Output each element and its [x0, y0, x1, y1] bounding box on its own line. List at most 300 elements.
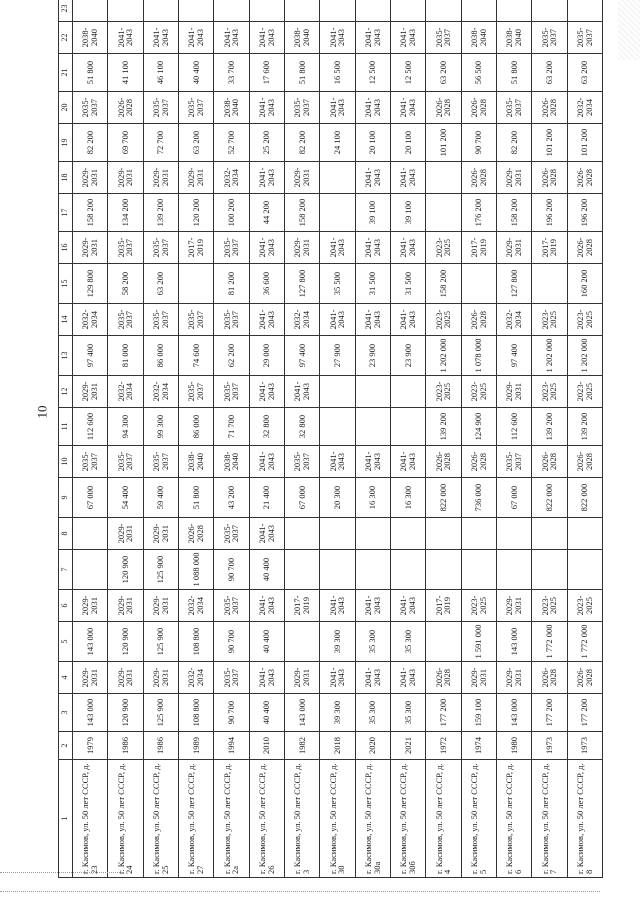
table-cell: 139 200	[532, 408, 567, 446]
table-cell: 2035-2037	[178, 376, 213, 408]
table-cell: 2029-2031	[496, 162, 531, 194]
address-cell: г. Касимов, ул. 50 лет СССР, д. 24	[108, 760, 143, 878]
table-cell: 196 200	[567, 194, 602, 232]
address-cell: г. Касимов, ул. 50 лет СССР, д. 4	[426, 760, 461, 878]
table-cell: 2026-2028	[532, 446, 567, 478]
table-cell: 63 200	[567, 54, 602, 92]
header-cell: 20	[59, 92, 73, 124]
table-cell: 2026-2028	[532, 662, 567, 694]
table-cell	[567, 550, 602, 590]
table-cell: 2029-2031	[108, 590, 143, 622]
header-cell: 17	[59, 194, 73, 232]
table-cell: 120 900	[108, 622, 143, 662]
table-cell	[355, 0, 390, 22]
table-cell: 51 800	[73, 54, 108, 92]
header-cell: 4	[59, 662, 73, 694]
table-cell: 124 900	[461, 408, 496, 446]
table-row	[284, 0, 319, 878]
table-cell: 2032-2034	[496, 304, 531, 336]
table-cell: 2035-2037	[214, 518, 249, 550]
header-cell: 22	[59, 22, 73, 54]
table-cell	[567, 0, 602, 22]
table-cell: 2041-2043	[390, 304, 425, 336]
table-cell: 63 200	[426, 54, 461, 92]
table-cell: 39 300	[320, 622, 355, 662]
header-cell: 6	[59, 590, 73, 622]
table-cell	[355, 550, 390, 590]
table-cell: 2041-2043	[320, 446, 355, 478]
table-cell: 29 000	[249, 336, 284, 376]
table-cell: 822 000	[426, 478, 461, 518]
table-cell: 62 200	[214, 336, 249, 376]
data-table	[58, 0, 603, 878]
table-cell: 72 700	[143, 124, 178, 162]
table-cell: 2023-2025	[532, 304, 567, 336]
table-cell: 67 000	[284, 478, 319, 518]
table-cell	[214, 0, 249, 22]
table-cell: 2035-2037	[284, 446, 319, 478]
table-cell	[390, 550, 425, 590]
table-cell: 177 200	[567, 694, 602, 732]
header-cell: 13	[59, 336, 73, 376]
address-cell: г. Касимов, ул. 50 лет СССР, д. 30а	[355, 760, 390, 878]
table-cell	[284, 518, 319, 550]
table-cell: 71 700	[214, 408, 249, 446]
table-cell: 1 772 000	[532, 622, 567, 662]
table-cell: 2032-2034	[214, 162, 249, 194]
table-cell: 58 200	[108, 264, 143, 304]
header-cell: 19	[59, 124, 73, 162]
address-cell: г. Касимов, ул. 50 лет СССР, д. 27	[178, 760, 213, 878]
table-cell	[355, 376, 390, 408]
table-cell: 2023-2025	[461, 376, 496, 408]
table-cell: 1 772 000	[567, 622, 602, 662]
table-cell: 2017-2019	[426, 590, 461, 622]
header-cell: 14	[59, 304, 73, 336]
table-cell: 2029-2031	[496, 590, 531, 622]
table-cell	[320, 376, 355, 408]
table-cell	[320, 194, 355, 232]
table-cell: 2041-2043	[249, 22, 284, 54]
table-cell: 1979	[73, 732, 108, 760]
header-row	[59, 0, 73, 878]
table-cell	[178, 264, 213, 304]
table-cell: 2026-2028	[426, 446, 461, 478]
table-cell: 1974	[461, 732, 496, 760]
table-cell: 2035-2037	[496, 446, 531, 478]
table-cell: 108 800	[178, 622, 213, 662]
table-cell: 36 600	[249, 264, 284, 304]
header-cell: 15	[59, 264, 73, 304]
table-cell: 69 700	[108, 124, 143, 162]
header-cell: 21	[59, 54, 73, 92]
table-cell: 2017-2019	[284, 590, 319, 622]
table-row	[73, 0, 108, 878]
table-cell: 31 500	[355, 264, 390, 304]
table-cell: 90 700	[461, 124, 496, 162]
table-cell: 2029-2031	[108, 162, 143, 194]
table-cell: 16 300	[390, 478, 425, 518]
table-cell: 32 800	[284, 408, 319, 446]
table-cell: 2041-2043	[390, 92, 425, 124]
table-cell: 31 500	[390, 264, 425, 304]
table-cell: 2041-2043	[320, 232, 355, 264]
table-cell: 2029-2031	[284, 162, 319, 194]
table-cell: 63 200	[143, 264, 178, 304]
table-cell	[249, 0, 284, 22]
table-cell: 16 300	[355, 478, 390, 518]
table-cell: 101 200	[532, 124, 567, 162]
table-cell	[532, 550, 567, 590]
table-cell	[426, 622, 461, 662]
table-row	[214, 0, 249, 878]
table-cell: 2041-2043	[249, 446, 284, 478]
table-cell: 1972	[426, 732, 461, 760]
table-cell: 158 200	[426, 264, 461, 304]
table-cell: 2041-2043	[320, 92, 355, 124]
table-cell: 2041-2043	[355, 590, 390, 622]
header-cell: 8	[59, 518, 73, 550]
table-cell: 2041-2043	[355, 92, 390, 124]
table-cell: 159 100	[461, 694, 496, 732]
table-cell: 35 300	[390, 622, 425, 662]
address-cell: г. Касимов, ул. 50 лет СССР, д. 6	[496, 760, 531, 878]
table-cell: 1986	[143, 732, 178, 760]
table-cell: 1989	[178, 732, 213, 760]
table-cell: 125 900	[143, 550, 178, 590]
table-cell: 125 900	[143, 622, 178, 662]
table-cell: 2029-2031	[143, 590, 178, 622]
table-cell: 2029-2031	[73, 590, 108, 622]
table-cell: 86 000	[178, 408, 213, 446]
table-cell: 143 000	[496, 622, 531, 662]
table-cell: 1 088 000	[178, 550, 213, 590]
table-cell: 2035-2037	[143, 446, 178, 478]
table-cell: 2026-2028	[461, 304, 496, 336]
header-cell: 3	[59, 694, 73, 732]
table-cell: 112 600	[73, 408, 108, 446]
table-cell: 2041-2043	[214, 22, 249, 54]
table-cell: 2041-2043	[249, 518, 284, 550]
corner-scan-noise	[618, 0, 640, 60]
table-cell: 35 300	[355, 694, 390, 732]
table-cell	[320, 408, 355, 446]
table-cell: 67 000	[496, 478, 531, 518]
table-cell: 2038-2040	[284, 22, 319, 54]
table-cell: 97 400	[284, 336, 319, 376]
table-cell: 2041-2043	[390, 162, 425, 194]
table-cell: 2026-2028	[532, 162, 567, 194]
table-cell: 40 400	[249, 550, 284, 590]
address-cell: г. Касимов, ул. 50 лет СССР, д. 5	[461, 760, 496, 878]
table-cell: 2035-2037	[108, 232, 143, 264]
table-cell: 63 200	[532, 54, 567, 92]
table-cell: 2029-2031	[73, 162, 108, 194]
address-cell: г. Касимов, ул. 50 лет СССР, д. 30б	[390, 760, 425, 878]
table-cell: 2041-2043	[178, 22, 213, 54]
table-cell: 2023-2025	[532, 376, 567, 408]
header-cell: 5	[59, 622, 73, 662]
table-cell	[320, 550, 355, 590]
table-cell: 2029-2031	[496, 232, 531, 264]
table-cell: 2029-2031	[108, 662, 143, 694]
table-cell: 51 800	[178, 478, 213, 518]
table-cell: 2023-2025	[426, 376, 461, 408]
table-cell	[73, 518, 108, 550]
table-cell: 2041-2043	[355, 22, 390, 54]
table-cell: 2035-2037	[143, 232, 178, 264]
table-cell: 2032-2034	[143, 376, 178, 408]
table-cell: 2026-2028	[567, 446, 602, 478]
table-cell: 2017-2019	[532, 232, 567, 264]
table-cell: 90 700	[214, 622, 249, 662]
header-cell: 12	[59, 376, 73, 408]
table-cell: 2038-2040	[496, 22, 531, 54]
table-cell: 2035-2037	[567, 22, 602, 54]
table-container	[58, 4, 603, 878]
table-cell: 82 200	[73, 124, 108, 162]
table-cell	[284, 622, 319, 662]
table-cell: 2032-2034	[567, 92, 602, 124]
table-cell	[532, 518, 567, 550]
table-cell: 2035-2037	[214, 304, 249, 336]
table-cell	[73, 0, 108, 22]
table-cell: 39 100	[355, 194, 390, 232]
table-cell: 2029-2031	[73, 376, 108, 408]
table-cell: 2035-2037	[214, 662, 249, 694]
table-row	[249, 0, 284, 878]
table-cell: 139 200	[426, 408, 461, 446]
address-cell: г. Касимов, ул. 50 лет СССР, д. 30	[320, 760, 355, 878]
table-cell	[532, 0, 567, 22]
table-cell: 177 200	[532, 694, 567, 732]
table-cell	[73, 550, 108, 590]
table-cell: 1973	[567, 732, 602, 760]
table-cell: 2029-2031	[143, 162, 178, 194]
address-cell: г. Касимов, ул. 50 лет СССР, д. 8	[567, 760, 602, 878]
table-cell: 40 400	[249, 622, 284, 662]
table-cell: 2035-2037	[532, 22, 567, 54]
header-cell: 10	[59, 446, 73, 478]
table-cell: 2029-2031	[73, 232, 108, 264]
table-cell: 82 200	[284, 124, 319, 162]
table-cell	[426, 518, 461, 550]
header-cell: 18	[59, 162, 73, 194]
table-cell: 101 200	[567, 124, 602, 162]
table-row	[496, 0, 531, 878]
table-cell: 2032-2034	[108, 376, 143, 408]
table-cell: 2041-2043	[249, 376, 284, 408]
table-cell: 2029-2031	[496, 662, 531, 694]
table-cell: 1 202 000	[567, 336, 602, 376]
table-cell: 2035-2037	[73, 446, 108, 478]
header-cell: 11	[59, 408, 73, 446]
table-cell: 2041-2043	[284, 376, 319, 408]
table-cell: 2023-2025	[461, 590, 496, 622]
table-cell: 41 100	[108, 54, 143, 92]
table-cell: 158 200	[73, 194, 108, 232]
table-cell: 2035-2037	[108, 304, 143, 336]
table-cell: 23 900	[355, 336, 390, 376]
table-cell: 736 000	[461, 478, 496, 518]
table-cell: 51 800	[496, 54, 531, 92]
table-cell: 20 100	[355, 124, 390, 162]
table-cell: 143 000	[73, 694, 108, 732]
table-cell	[461, 550, 496, 590]
table-cell: 12 500	[390, 54, 425, 92]
table-cell	[426, 162, 461, 194]
table-cell: 24 100	[320, 124, 355, 162]
table-cell	[461, 264, 496, 304]
header-cell: 9	[59, 478, 73, 518]
table-cell: 2035-2037	[496, 92, 531, 124]
table-cell: 2029-2031	[108, 518, 143, 550]
table-cell: 2041-2043	[249, 304, 284, 336]
table-cell: 67 000	[73, 478, 108, 518]
table-cell: 143 000	[73, 622, 108, 662]
table-row	[355, 0, 390, 878]
table-cell: 143 000	[284, 694, 319, 732]
table-cell: 2035-2037	[284, 92, 319, 124]
table-cell: 59 400	[143, 478, 178, 518]
table-cell: 822 000	[567, 478, 602, 518]
table-cell: 2026-2028	[461, 446, 496, 478]
table-cell: 2038-2040	[461, 22, 496, 54]
table-cell: 23 900	[390, 336, 425, 376]
table-cell: 81 000	[108, 336, 143, 376]
table-cell: 17 600	[249, 54, 284, 92]
table-cell: 1994	[214, 732, 249, 760]
table-cell: 2038-2040	[214, 446, 249, 478]
address-cell: г. Касимов, ул. 50 лет СССР, д. 2а	[214, 760, 249, 878]
table-cell: 1973	[532, 732, 567, 760]
table-cell: 51 800	[284, 54, 319, 92]
table-cell	[567, 518, 602, 550]
table-cell: 2041-2043	[249, 92, 284, 124]
table-cell: 2029-2031	[284, 232, 319, 264]
table-cell: 81 200	[214, 264, 249, 304]
table-cell: 2038-2040	[73, 22, 108, 54]
table-cell: 2023-2025	[426, 232, 461, 264]
table-cell: 2041-2043	[320, 590, 355, 622]
table-cell: 1982	[284, 732, 319, 760]
table-cell: 2041-2043	[249, 662, 284, 694]
table-cell: 112 600	[496, 408, 531, 446]
table-cell: 46 100	[143, 54, 178, 92]
table-cell: 2026-2028	[108, 92, 143, 124]
table-cell: 43 200	[214, 478, 249, 518]
address-cell: г. Касимов, ул. 50 лет СССР, д. 7	[532, 760, 567, 878]
table-row	[390, 0, 425, 878]
table-cell: 39 300	[320, 694, 355, 732]
table-cell: 2041-2043	[108, 22, 143, 54]
table-cell: 82 200	[496, 124, 531, 162]
table-cell: 2041-2043	[320, 304, 355, 336]
table-cell: 2020	[355, 732, 390, 760]
table-cell: 1980	[496, 732, 531, 760]
table-cell: 2032-2034	[73, 304, 108, 336]
table-cell: 100 200	[214, 194, 249, 232]
table-cell: 2029-2031	[143, 518, 178, 550]
table-cell: 2026-2028	[461, 162, 496, 194]
table-cell: 2023-2025	[426, 304, 461, 336]
table-cell: 27 900	[320, 336, 355, 376]
table-cell	[284, 0, 319, 22]
table-cell: 39 100	[390, 194, 425, 232]
table-cell	[496, 0, 531, 22]
table-cell: 177 200	[426, 694, 461, 732]
bottom-scan-artifact	[0, 891, 600, 892]
table-cell: 2032-2034	[284, 304, 319, 336]
table-cell: 52 700	[214, 124, 249, 162]
table-cell	[355, 408, 390, 446]
table-cell: 2026-2028	[426, 92, 461, 124]
table-cell: 1 078 000	[461, 336, 496, 376]
address-cell: г. Касимов, ул. 50 лет СССР, д. 23	[73, 760, 108, 878]
table-cell: 108 800	[178, 694, 213, 732]
table-cell: 196 200	[532, 194, 567, 232]
table-cell	[496, 550, 531, 590]
table-row	[178, 0, 213, 878]
table-cell: 2032-2034	[178, 662, 213, 694]
table-cell: 35 300	[390, 694, 425, 732]
table-cell: 129 800	[73, 264, 108, 304]
table-cell	[390, 518, 425, 550]
table-cell: 2041-2043	[249, 162, 284, 194]
table-cell: 2010	[249, 732, 284, 760]
table-cell: 74 600	[178, 336, 213, 376]
table-cell: 2017-2019	[178, 232, 213, 264]
table-cell: 2017-2019	[461, 232, 496, 264]
table-cell: 12 500	[355, 54, 390, 92]
table-cell: 2026-2028	[567, 662, 602, 694]
table-cell: 127 800	[496, 264, 531, 304]
table-row	[426, 0, 461, 878]
table-cell: 2021	[390, 732, 425, 760]
table-cell: 2026-2028	[567, 162, 602, 194]
table-cell	[426, 550, 461, 590]
table-cell: 160 200	[567, 264, 602, 304]
address-cell: г. Касимов, ул. 50 лет СССР, д. 25	[143, 760, 178, 878]
table-cell	[355, 518, 390, 550]
table-cell	[320, 0, 355, 22]
table-cell: 125 900	[143, 694, 178, 732]
table-cell: 16 500	[320, 54, 355, 92]
table-cell: 120 900	[108, 550, 143, 590]
table-cell: 2035-2037	[143, 92, 178, 124]
table-cell: 2026-2028	[178, 518, 213, 550]
table-cell	[532, 264, 567, 304]
table-cell: 97 400	[496, 336, 531, 376]
table-cell	[320, 518, 355, 550]
table-cell: 2041-2043	[355, 662, 390, 694]
table-cell: 158 200	[284, 194, 319, 232]
table-cell: 134 200	[108, 194, 143, 232]
table-cell: 2041-2043	[390, 662, 425, 694]
table-cell: 40 400	[178, 54, 213, 92]
table-cell: 2029-2031	[178, 162, 213, 194]
table-cell: 2038-2040	[178, 446, 213, 478]
table-cell	[496, 518, 531, 550]
table-cell	[108, 0, 143, 22]
table-cell: 44 200	[249, 194, 284, 232]
table-cell: 2029-2031	[143, 662, 178, 694]
table-cell	[426, 194, 461, 232]
table-cell: 2029-2031	[284, 662, 319, 694]
table-cell: 2035-2037	[214, 376, 249, 408]
table-cell: 120 200	[178, 194, 213, 232]
table-cell: 2041-2043	[320, 22, 355, 54]
